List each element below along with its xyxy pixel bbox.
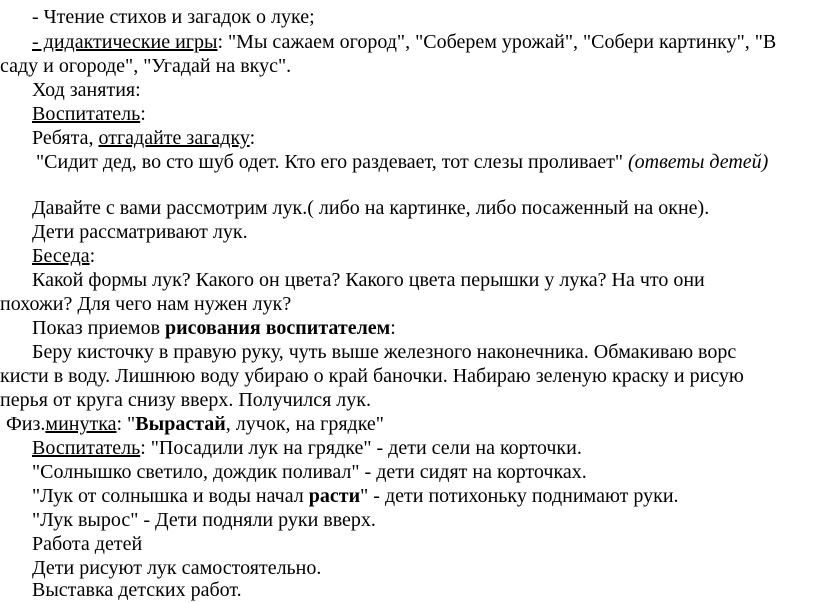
children-look-line: Дети рассматривают лук. (32, 221, 248, 243)
drawing-instructions-cont: кисти в воду. Лишнюю воду убираю о край баночки. Набираю зеленую краску и рисую (0, 365, 744, 387)
lesson-progress-heading: Ход занятия: (32, 79, 141, 101)
riddle-text: "Сидит дед, во сто шуб одет. Кто его раздевает, тот слезы проливает" (ответы детей) (36, 151, 769, 173)
exercise-step-grown: "Лук вырос" - Дети подняли руки вверх. (32, 509, 376, 531)
didactic-games-label: - дидактические игры (32, 31, 218, 53)
drawing-instructions-end: перья от круга снизу вверх. Получился лук. (0, 389, 371, 411)
conversation-label: Беседа: (32, 245, 96, 267)
exercise-step-grow: "Лук от солнышка и воды начал расти" - дети потихоньку поднимают руки. (32, 485, 679, 507)
list-item-reading-poems: - Чтение стихов и загадок о луке; (32, 6, 315, 28)
exercise-step-planted: Воспитатель: "Посадили лук на грядке" - дети сели на корточки. (32, 437, 582, 459)
drawing-instructions: Беру кисточку в правую руку, чуть выше железного наконечника. Обмакиваю ворс (32, 341, 737, 363)
exercise-minute-heading: Физ.минутка: "Вырастай, лучок, на грядке" (6, 413, 384, 435)
exhibition-line: Выставка детских работ. (32, 579, 242, 601)
list-item-didactic-games: - дидактические игры: "Мы сажаем огород", "Соберем урожай", "Собери картинку", "В (32, 31, 777, 53)
look-at-onion-paragraph: Давайте с вами рассмотрим лук.( либо на картинке, либо посаженный на окне). (32, 197, 710, 219)
children-draw-line: Дети рисуют лук самостоятельно. (32, 557, 322, 579)
drawing-demo-heading: Показ приемов рисования воспитателем: (32, 317, 396, 339)
exercise-step-sun: "Солнышко светило, дождик поливал" - дети сидят на корточках. (32, 461, 587, 483)
children-work-heading: Работа детей (32, 533, 143, 555)
riddle-intro: Ребята, отгадайте загадку: (32, 127, 256, 149)
children-answers-note: (ответы детей) (627, 151, 769, 173)
questions-paragraph-cont: похожи? Для чего нам нужен лук? (0, 293, 292, 315)
list-item-didactic-games-cont: саду и огороде", "Угадай на вкус". (0, 55, 292, 77)
questions-paragraph: Какой формы лук? Какого он цвета? Какого цвета перышки у лука? На что они (32, 269, 705, 291)
teacher-label: Воспитатель: (32, 103, 146, 125)
